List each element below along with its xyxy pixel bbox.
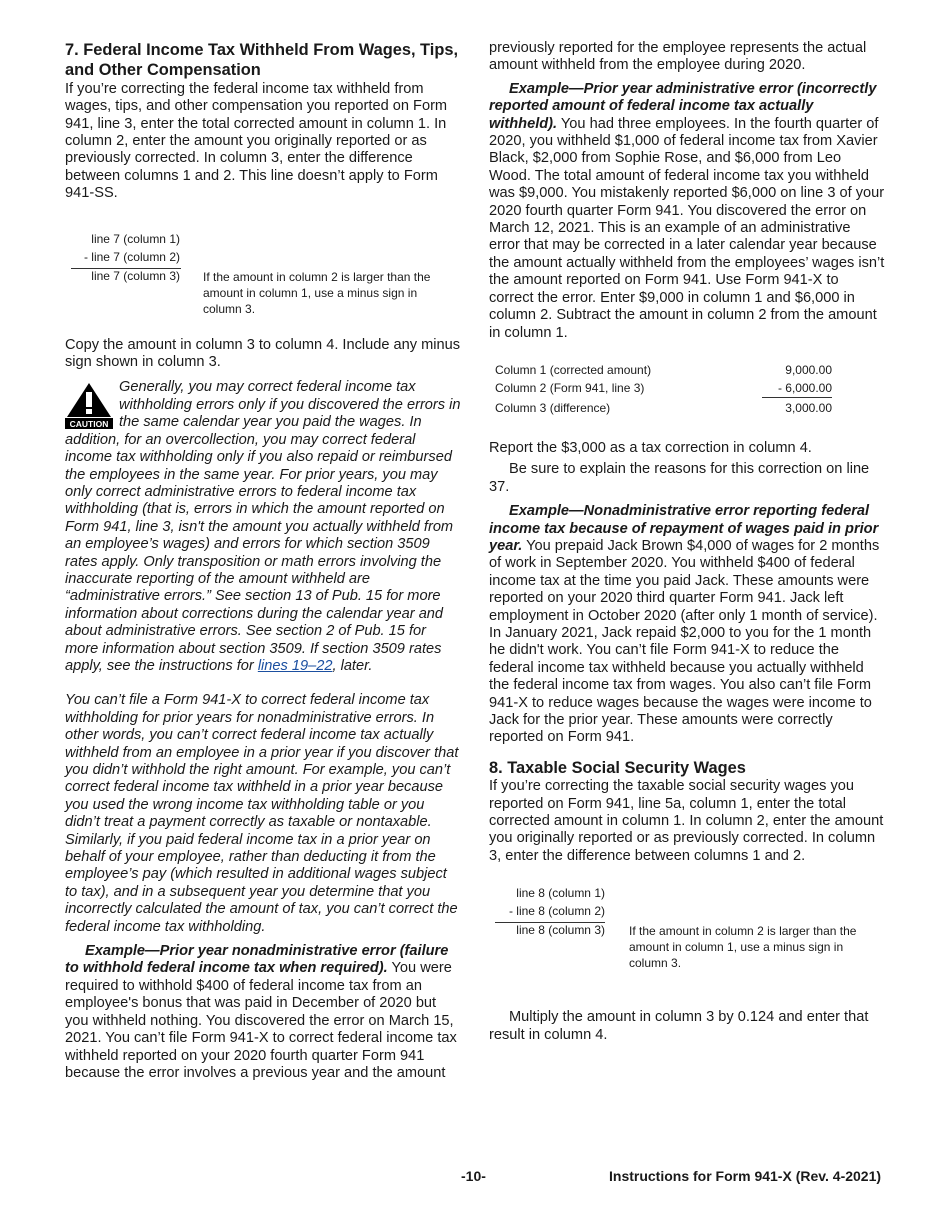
- caution-body: Generally, you may correct federal income tax withholding errors only if you discovered the errors in the same calendar year you paid the wages. In addition, for an overcollection, you may correct federal income tax withholding only if you also repaid or reimbursed the employees in the same year. For prior years, you may only correct administrative errors to federal income tax withholding (that is, errors in which the amount reported on Form 941, line 3, isn't the amount you actually withheld from an employee’s wages) and errors for which section 3509 rates apply. Only transposition or math errors involving the inaccurate reporting of the amount withheld are “administrative errors.” See section 13 of Pub. 15 for more information about corrections during the calendar year and about administrative errors. See section 2 of Pub. 15 for more information about section 3509. If section 3509 rates apply, see the instructions for: [65, 379, 461, 674]
- copy-instruction: Copy the amount in column 3 to column 4. Include any minus sign shown in column 3.: [65, 336, 461, 371]
- example-2-title: Example—Prior year administrative error (incorrectly reported amount of federal income tax actually withheld).: [489, 80, 877, 132]
- table-row-1-value: 9,000.00: [785, 362, 832, 377]
- calc-line-1: line 7 (column 1): [91, 231, 180, 246]
- example-1: [65, 943, 461, 1082]
- table-row-2-label: Column 2 (Form 941, line 3): [495, 380, 645, 395]
- example-2-table: [489, 348, 885, 440]
- section-8-intro: If you’re correcting the taxable social security wages you reported on Form 941, line 5a, column 1, enter the total corrected amount in column 1. In column 2, enter the amount you originally reported or as previously corrected. In column 3, enter the difference between columns 1 and 2.: [489, 778, 884, 864]
- left-column: [65, 40, 461, 1082]
- nonadmin-paragraph: You can’t file a Form 941-X to correct federal income tax withholding for prior years for nonadministrative errors. In other words, you can’t correct federal income tax actually withheld from an employee in a prior year if you discover that you didn’t withhold the right amount. For example, you can’t correct federal income tax withheld in a prior year because you used the wrong income tax withholding table or you didn’t treat a payment correctly as taxable or nontaxable. Similarly, if you paid federal income tax in a prior year on behalf of your employee, rather than deducting it from the employee’s pay (which resulted in additional wages subject to tax), and in a subsequent year you determine that you incorrectly calculated the amount of tax, you can’t correct the federal income tax withholding.: [65, 692, 459, 935]
- calc8-line-2: - line 8 (column 2): [508, 904, 605, 919]
- line-7-calculation: [65, 217, 461, 337]
- caution-text: [65, 379, 461, 675]
- calc-line-2: - line 7 (column 2): [83, 249, 180, 264]
- caution-triangle-icon: [65, 381, 113, 429]
- lines-19-22-link[interactable]: lines 19–22: [257, 657, 333, 674]
- calc-line-3: line 7 (column 3): [91, 268, 180, 283]
- example-3: [489, 503, 885, 747]
- multiply-instruction: Multiply the amount in column 3 by 0.124 and enter that result in column 4.: [489, 1009, 869, 1043]
- calc8-line-1: line 8 (column 1): [516, 886, 605, 901]
- table-row-1-label: Column 1 (corrected amount): [495, 362, 652, 377]
- example-1-title: Example—Prior year nonadministrative error (failure to withhold federal income tax when required).: [65, 943, 449, 977]
- page-number: -10-: [461, 1168, 486, 1184]
- example-3-title: Example—Nonadministrative error reporting federal income tax because of repayment of wages paid in prior year.: [489, 503, 879, 554]
- section-7-intro: If you’re correcting the federal income tax withheld from wages, tips, and other compensation you reported on Form 941, line 3, enter the total corrected amount in column 1. In column 2, enter the amount you originally reported or as previously corrected. In column 3, enter the difference between columns 1 and 2. This line doesn’t apply to Form 941-SS.: [65, 80, 448, 202]
- report-text: Report the $3,000 as a tax correction in column 4.: [489, 439, 812, 456]
- section-8-heading: 8. Taxable Social Security Wages: [489, 758, 746, 777]
- table-row-3-value: 3,000.00: [785, 400, 832, 415]
- caution-end: , later.: [332, 657, 373, 674]
- caution-label: CAUTION: [69, 419, 109, 430]
- example-2-body: You had three employees. In the fourth quarter of 2020, you withheld $1,000 of federal income tax from Xavier Black, $2,000 from Sophie Rose, and $6,000 from Leo Wood. The total amount of federal income tax you withheld was $9,000. You mistakenly reported $6,000 on line 3 of your 2020 fourth quarter Form 941. You discovered the error on March 12, 2021. This is an example of an administrative error that may be corrected in a later calendar year because the amount actually withheld from the employees’ wages isn’t the amount reported on Form 941. Use Form 941-X to correct the error. Enter $9,000 in column 1 and $6,000 in column 2. Subtract the amount in column 2 from the amount in column 1.: [489, 115, 885, 341]
- section-7-heading: 7. Federal Income Tax Withheld From Wages, Tips, and Other Compensation: [65, 41, 459, 80]
- caution-block: [65, 379, 461, 675]
- footer-title: Instructions for Form 941-X (Rev. 4-2021): [609, 1168, 882, 1184]
- table-rule: [762, 397, 832, 398]
- example-2: [489, 81, 885, 342]
- right-column: [489, 40, 885, 1044]
- explain-text: Be sure to explain the reasons for this correction on line 37.: [489, 461, 870, 495]
- example-3-body: You prepaid Jack Brown $4,000 of wages for 2 months of work in September 2020. You withheld $400 of federal income tax at the time you paid Jack. These amounts were reported on your 2020 third quarter Form 941. Jack left employment in October 2020 (after only 1 month of service). In January 2021, Jack repaid $2,000 to you for the 1 month he didn't work. You can’t file Form 941-X to reduce the federal income tax withheld because you actually withheld the federal income tax from wages. You also can’t file Form 941-X to reduce wages because the wages were income to Jack for the prior year. These amounts were correctly reported on Form 941.: [489, 537, 880, 746]
- table-row-2-value: - 6,000.00: [777, 380, 832, 395]
- table-row-3-label: Column 3 (difference): [495, 400, 611, 415]
- calc8-note: If the amount in column 2 is larger than the amount in column 1, use a minus sign in column 3.: [629, 924, 857, 971]
- calc8-line-3: line 8 (column 3): [516, 923, 605, 938]
- example-1-body: You were required to withhold $400 of federal income tax from an employee's bonus that was paid in December of 2020 but you withheld nothing. You discovered the error on March 15, 2021. You can’t file Form 941-X to correct federal income tax withheld reported on your 2020 fourth quarter Form 941 because the error involves a previous year and the amount: [65, 960, 457, 1081]
- line-8-calculation: [489, 871, 885, 1009]
- calc-note: If the amount in column 2 is larger than the amount in column 1, use a minus sign in column 3.: [203, 269, 431, 316]
- example-1-continued: previously reported for the employee represents the actual amount withheld from the employee during 2020.: [489, 40, 867, 74]
